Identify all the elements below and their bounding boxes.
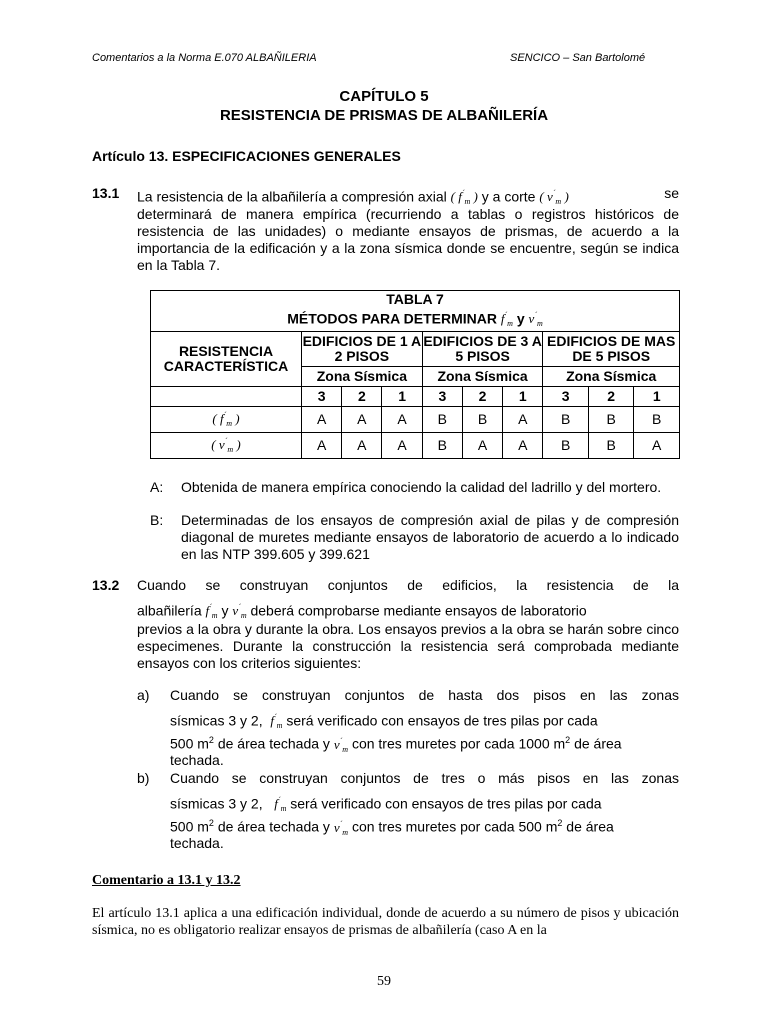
group-2-header: EDIFICIOS DE 3 A 5 PISOS <box>422 332 543 367</box>
zone-number: 3 <box>302 387 342 407</box>
section-13-2-line1: Cuando se construyan conjuntos de edificios, la resistencia de la <box>137 577 679 593</box>
prime-mark: ´ <box>274 713 277 722</box>
header-right: SENCICO – San Bartolomé <box>510 52 646 64</box>
page-number: 59 <box>377 974 391 989</box>
v-symbol: v <box>333 736 340 752</box>
zone-number: 2 <box>342 387 382 407</box>
m-subscript: m <box>464 197 471 207</box>
f-symbol: f <box>205 603 210 619</box>
zone-header: Zona Sísmica <box>302 367 423 387</box>
prime-mark: ´ <box>224 437 228 447</box>
v-symbol: v <box>546 189 553 205</box>
f-symbol: f <box>274 796 278 812</box>
m-subscript: m <box>555 197 562 207</box>
chapter-title: RESISTENCIA DE PRISMAS DE ALBAÑILERÍA <box>219 107 549 124</box>
m-subscript: m <box>342 827 349 837</box>
zone-header: Zona Sísmica <box>422 367 543 387</box>
prime-mark: ´ <box>534 311 537 320</box>
table-cell: B <box>588 407 634 433</box>
table-cell: A <box>382 433 422 459</box>
table-cell: B <box>543 433 589 459</box>
comment-text: El artículo 13.1 aplica a una edificación individual, donde de acuerdo a su número de pisos y ubicación sísmica, no es obligatorio realizar ensayos de prismas de albañilería (caso A en la <box>92 906 679 938</box>
zone-number: 1 <box>382 387 422 407</box>
table-cell: A <box>382 407 422 433</box>
chapter-number: CAPÍTULO 5 <box>339 88 429 105</box>
table-cell: B <box>462 407 502 433</box>
table-cell: A <box>462 433 502 459</box>
empty-cell <box>151 387 302 407</box>
item-a-line2: sísmicas 3 y 2, $f^´_m$ será verificado con ensayos de tres pilas por cada <box>170 712 598 731</box>
item-a-line3: 500 $m^2$ de área techada y $v^´_m$ con tres muretes por cada 1000 $m^2$ de área <box>170 735 622 754</box>
resistance-header: RESISTENCIA CARACTERÍSTICA <box>151 332 302 387</box>
m-subscript: m <box>240 611 247 621</box>
m-subscript: m <box>276 721 283 731</box>
prime-mark: ´ <box>223 411 227 421</box>
item-b-line2: sísmicas 3 y 2, $f^´_m$ será verificado con ensayos de tres pilas por cada <box>170 795 602 814</box>
comment-title: Comentario a 13.1 y 13.2 <box>92 873 241 888</box>
prime-mark: ´ <box>504 311 508 320</box>
section-13-1-line1: La resistencia de la albañilería a compresión axial ( $f^´_m$ ) y a corte ( $v^´_m$ ) se <box>137 185 679 207</box>
zone-number: 1 <box>503 387 543 407</box>
table-cell: A <box>342 407 382 433</box>
table-cell: A <box>503 433 543 459</box>
table-cell: B <box>588 433 634 459</box>
v-symbol: v <box>333 819 340 835</box>
table-subtitle: MÉTODOS PARA DETERMINAR $f^´_m$ y $v^´_m$ <box>151 308 680 332</box>
table-7 <box>150 290 680 459</box>
section-13-1-body: determinará de manera empírica (recurriendo a tablas o registros históricos de resistencia de las unidades) o mediante ensayos de prismas, de acuerdo a la importancia de la edificación y a la zona sísmica donde se encuentre, según se indica en la Tabla 7. <box>137 206 679 273</box>
f-symbol: f <box>270 713 274 729</box>
item-b-line3: 500 $m^2$ de área techada y $v^´_m$ con tres muretes por cada 500 $m^2$ de área <box>170 818 614 837</box>
zone-number: 3 <box>422 387 462 407</box>
note-a-text: Obtenida de manera empírica conociendo la calidad del ladrillo y del mortero. <box>181 479 662 495</box>
table-title: TABLA 7 <box>151 291 680 309</box>
zone-header: Zona Sísmica <box>543 367 680 387</box>
note-b-label: B: <box>150 512 164 528</box>
prime-mark: ´ <box>461 189 465 198</box>
zone-number: 2 <box>462 387 502 407</box>
item-b-line1: Cuando se construyan conjuntos de tres o más pisos en las zonas <box>170 770 679 786</box>
section-13-1-number: 13.1 <box>92 185 120 201</box>
prime-mark: ´ <box>552 189 556 198</box>
prime-mark: ´ <box>339 819 343 829</box>
table-cell: A <box>503 407 543 433</box>
table-cell: B <box>422 407 462 433</box>
v-symbol: v <box>232 603 239 619</box>
m-subscript: m <box>342 744 349 754</box>
item-b-label: b) <box>137 770 150 786</box>
f-symbol: f <box>219 411 224 427</box>
article-heading: Artículo 13. ESPECIFICACIONES GENERALES <box>92 148 401 164</box>
table-cell: B <box>634 407 680 433</box>
item-a-label: a) <box>137 687 150 703</box>
zone-number: 3 <box>543 387 589 407</box>
row-label-fm: ( $f^´_m$ ) <box>151 407 302 433</box>
prime-mark: ´ <box>238 603 241 612</box>
section-13-2-number: 13.2 <box>92 577 120 593</box>
section-13-2-line2: albañilería $f^´_m$ y $v^´_m$ deberá comprobarse mediante ensayos de laboratorio <box>137 602 587 621</box>
table-cell: A <box>302 407 342 433</box>
m-subscript: m <box>227 445 234 455</box>
f-symbol: f <box>500 311 505 327</box>
m-subscript: m <box>280 804 287 814</box>
prime-mark: ´ <box>277 796 281 805</box>
v-symbol: v <box>218 437 225 453</box>
item-a-line1: Cuando se construyan conjuntos de hasta dos pisos en las zonas <box>170 687 679 703</box>
row-label-vm: ( $v^´_m$ ) <box>151 433 302 459</box>
m-subscript: m <box>536 319 543 329</box>
section-13-2-body: previos a la obra y durante la obra. Los ensayos previos a la obra se harán sobre cinco especimenes. Durante la construcción la resistencia será comprobada mediante ensayos con los criterios siguientes: <box>137 621 679 671</box>
zone-number: 2 <box>588 387 634 407</box>
vm-symbol: ( $v^´_m$ ) <box>539 189 569 207</box>
table-cell: A <box>302 433 342 459</box>
m-subscript: m <box>507 319 513 329</box>
v-symbol: v <box>528 311 535 327</box>
item-a-line4: techada. <box>170 752 224 768</box>
m-subscript: m <box>211 611 218 621</box>
f-symbol: f <box>458 189 462 205</box>
table-cell: A <box>634 433 680 459</box>
item-b-line4: techada. <box>170 835 224 851</box>
header-left: Comentarios a la Norma E.070 ALBAÑILERIA <box>92 52 317 64</box>
prime-mark: ´ <box>339 736 343 746</box>
note-b-text: Determinadas de los ensayos de compresión axial de pilas y de compresión diagonal de muretes mediante ensayos de laboratorio de acuerdo a lo indicado en las NTP 399.605 y 399.621 <box>181 512 679 562</box>
group-3-header: EDIFICIOS DE MAS DE 5 PISOS <box>543 332 680 367</box>
group-1-header: EDIFICIOS DE 1 A 2 PISOS <box>302 332 423 367</box>
zone-number: 1 <box>634 387 680 407</box>
table-cell: B <box>543 407 589 433</box>
m-subscript: m <box>226 419 233 429</box>
prime-mark: ´ <box>209 603 212 612</box>
table-cell: A <box>342 433 382 459</box>
table-cell: B <box>422 433 462 459</box>
note-a-label: A: <box>150 479 164 495</box>
fm-symbol: ( $f^´_m$ ) <box>450 189 478 207</box>
